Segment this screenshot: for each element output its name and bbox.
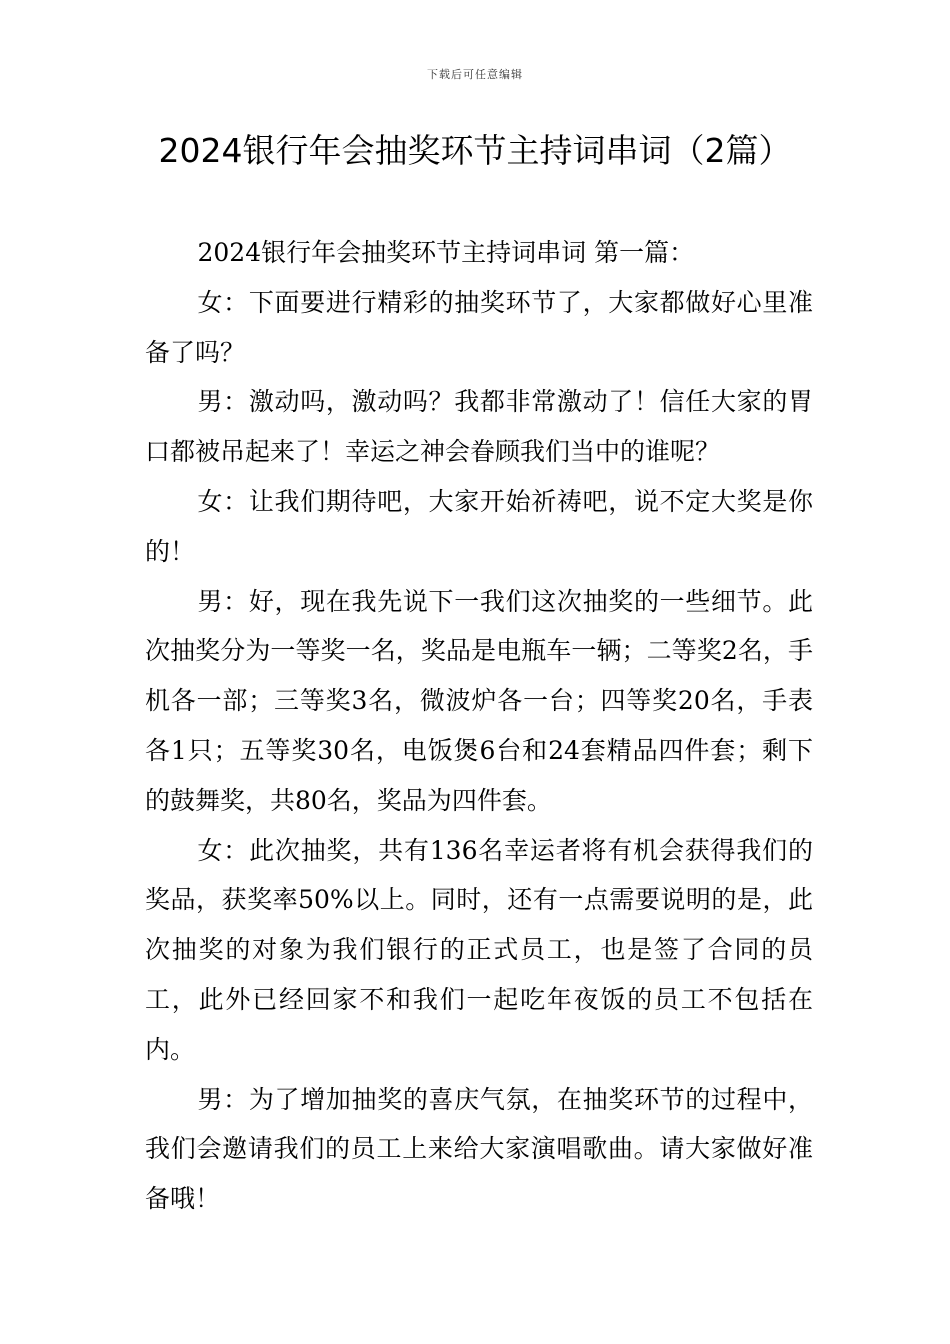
- document-title: 2024银行年会抽奖环节主持词串词（2篇）: [158, 131, 792, 170]
- header-note: 下载后可任意编辑: [427, 68, 523, 81]
- paragraph-dialogue: 女：下面要进行精彩的抽奖环节了，大家都做好心里准备了吗？: [145, 287, 813, 367]
- paragraph-dialogue: 男：激动吗，激动吗？我都非常激动了！信任大家的胃口都被吊起来了！幸运之神会眷顾我们当中的谁呢？: [145, 387, 813, 467]
- paragraph-dialogue: 男：好，现在我先说下一我们这次抽奖的一些细节。此次抽奖分为一等奖一名，奖品是电瓶车一辆；二等奖2名，手机各一部；三等奖3名，微波炉各一台；四等奖20名，手表各1只；五等奖30名，电饭煲6台和24套精品四件套；剩下的鼓舞奖，共80名，奖品为四件套。: [145, 586, 813, 815]
- paragraph-dialogue: 女：此次抽奖，共有136名幸运者将有机会获得我们的奖品，获奖率50%以上。同时，还有一点需要说明的是，此次抽奖的对象为我们银行的正式员工，也是签了合同的员工，此外已经回家不和我们一起吃年夜饭的员工不包括在内。: [145, 835, 813, 1064]
- paragraph-dialogue: 女：让我们期待吧，大家开始祈祷吧，说不定大奖是你的！: [145, 486, 813, 566]
- document-body: [145, 228, 813, 1224]
- paragraph-dialogue: 男：为了增加抽奖的喜庆气氛，在抽奖环节的过程中，我们会邀请我们的员工上来给大家演唱歌曲。请大家做好准备哦！: [145, 1084, 813, 1214]
- paragraph-intro: 2024银行年会抽奖环节主持词串词 第一篇：: [197, 238, 695, 267]
